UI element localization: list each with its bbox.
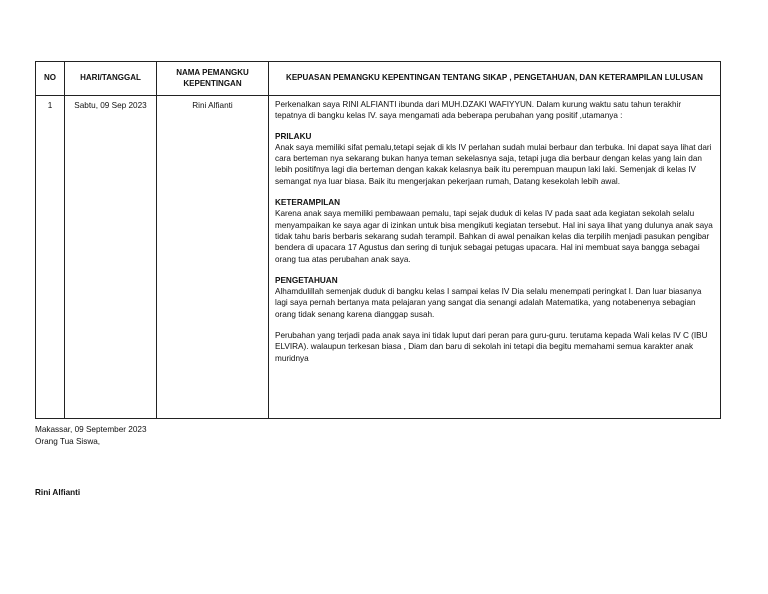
section-heading-keterampilan: KETERAMPILAN [275,198,341,208]
section-heading-pengetahuan: PENGETAHUAN [275,275,338,285]
section-text-pengetahuan: Alhamdulillah semenjak duduk di bangku kelas I sampai kelas IV Dia selalu menempati peringkat I. Dan luar biasanya lagi saya pernah bertanya mata pelajaran yang sangat dia senangi adalah Matematika, yang notabenenya sebagian orang tidak senang karena dianggap susah. [275,287,702,319]
section-text-keterampilan: Karena anak saya memiliki pembawaan pemalu, tapi sejak duduk di kelas IV pada saat ada kegiatan sekolah selalu menyampaikan ke saya agar di izinkan untuk bisa mengikuti kegiatan tersebut. Hal ini saya lihat yang dulunya anak saya tidak tahu baris berbaris sekarang sudah terampil. Bahkan di awal penaikan kelas dia terpilih menjadi pasukan pengibar bendera di upacara 17 Agustus dan sering di tunjuk sebagai petugas upacara. Hal ini membuat saya bangga sebagai orang tua atas perubahan anak saya. [275,209,713,264]
stakeholder-satisfaction-table [35,61,721,419]
header-stakeholder-name [157,62,269,96]
header-date: HARI/TANGGAL [65,62,157,96]
row-stakeholder-name: Rini Alfianti [157,96,269,419]
row-no: 1 [36,96,65,419]
table-row [36,96,721,419]
row-date: Sabtu, 09 Sep 2023 [65,96,157,419]
signature-block [35,424,147,447]
place-date: Makassar, 09 September 2023 [35,425,147,434]
header-topic: KEPUASAN PEMANGKU KEPENTINGAN TENTANG SIKAP , PENGETAHUAN, DAN KETERAMPILAN LULUSAN [269,62,721,96]
section-heading-prilaku: PRILAKU [275,131,312,141]
signer-role: Orang Tua Siswa, [35,436,101,446]
signer-name: Rini Alfianti [35,488,81,497]
closing-paragraph: Perubahan yang terjadi pada anak saya ini tidak luput dari peran para guru-guru. terutama kepada Wali kelas IV C (IBU ELVIRA). walaupun terkesan biasa , Diam dan baru di sekolah ini tetapi dia begitu memahami semua karakter anak muridnya [275,331,708,363]
intro-paragraph: Perkenalkan saya RINI ALFIANTI ibunda dari MUH.DZAKI WAFIYYUN. Dalam kurung waktu satu tahun terakhir tepatnya di bangku kelas IV. saya mengamati ada beberapa perubahan yang positif ,utamanya : [275,100,682,121]
table-header-row [36,62,721,96]
header-name-line1: NAMA PEMANGKU [176,68,249,77]
header-no: NO [36,62,65,96]
row-testimony [269,96,721,419]
section-text-prilaku: Anak saya memiliki sifat pemalu,tetapi sejak di kls IV perlahan sudah mulai berbaur dan terbuka. Ini dapat saya lihat dari cara berteman nya sekarang bukan hanya teman sekelasnya saja, tetapi juga dia berbaur dengan kelas yang lain dan lebih positifnya lagi dia berteman dengan kakak kelasnya baik itu perempuan maupun laki laki. Semenjak di kelas IV semangat nya luar biasa. Baik itu mengerjakan pekerjaan rumah, Datang kesekolah lebih awal. [275,142,712,186]
header-name-line2: KEPENTINGAN [183,78,242,88]
